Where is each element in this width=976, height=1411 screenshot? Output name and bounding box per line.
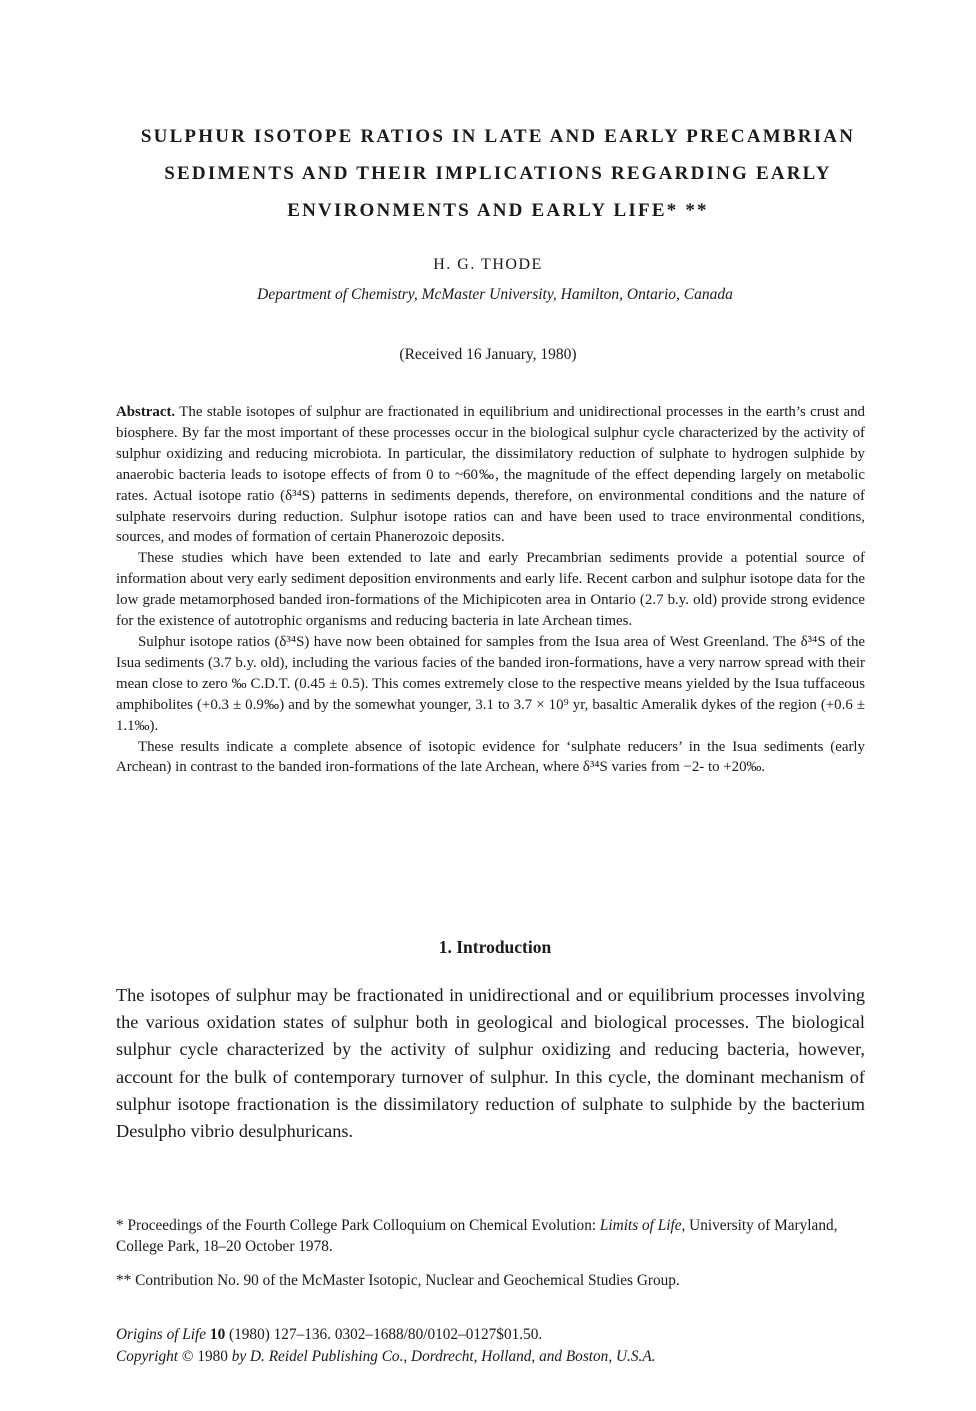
abstract-paragraph-3: Sulphur isotope ratios (δ³⁴S) have now been obtained for samples from the Isua area of West Greenland. The δ³⁴S of the Isua sediments (3.7 b.y. old), including the various facies of the banded iron-formations, have a very narrow spread with their mean close to zero ‰ C.D.T. (0.45 ± 0.5). This comes extremely close to the respective means yielded by the Isua tuffaceous amphibolites (+0.3 ± 0.9‰) and by the somewhat younger, 3.1 to 3.7 × 10⁹ yr, basaltic Ameralik dykes of the region (+0.6 ± 1.1‰).	[116, 633, 865, 734]
journal-volume: 10	[209, 1326, 226, 1343]
publisher: by D. Reidel Publishing Co., Dordrecht, Holland, and Boston, U.S.A.	[231, 1347, 656, 1365]
abstract-label: Abstract.	[116, 404, 176, 420]
journal-citation	[116, 1324, 876, 1367]
abstract-paragraph-4: These results indicate a complete absence of isotopic evidence for ‘sulphate reducers’ in the Isua sediments (early Archean) in contrast to the banded iron-formations of the late Archean, where δ³⁴S varies from −2- to +20‰.	[116, 738, 865, 776]
journal-name: Origins of Life	[116, 1326, 207, 1343]
copyright-year: © 1980	[178, 1347, 232, 1365]
copyright-label: Copyright	[116, 1347, 179, 1365]
author: H. G. THODE	[433, 256, 543, 273]
footnote-1-pre: * Proceedings of the Fourth College Park Colloquium on Chemical Evolution:	[116, 1217, 600, 1234]
footnote-1-post: , University of Maryland, College Park, 18–20 October 1978.	[116, 1217, 838, 1255]
title-line-3: ENVIRONMENTS AND EARLY LIFE* **	[287, 200, 709, 221]
abstract-text-1: The stable isotopes of sulphur are fractionated in equilibrium and unidirectional processes in the earth’s crust and biosphere. By far the most important of these processes occur in the biological sulphur cycle characterized by the activity of sulphur oxidizing and reducing microbiota. In particular, the dissimilatory reduction of sulphate to hydrogen sulphide by anaerobic bacteria leads to isotope effects of from 0 to ~60‰, the magnitude of the effect depending largely on metabolic rates. Actual isotope ratio (δ³⁴S) patterns in sediments depends, therefore, on environmental conditions and the nature of sulphate reservoirs during reduction. Sulphur isotope ratios can and have been used to trace environmental conditions, sources, and modes of formation of certain Phanerozoic deposits.	[116, 404, 865, 546]
footnote-1-italic: Limits of Life	[599, 1217, 682, 1234]
copyright-line	[116, 1346, 876, 1368]
journal-pages: (1980) 127–136. 0302–1688/80/0102–0127$01.50.	[225, 1326, 543, 1343]
footnote-2: ** Contribution No. 90 of the McMaster Isotopic, Nuclear and Geochemical Studies Group.	[116, 1272, 680, 1289]
introduction-text: The isotopes of sulphur may be fractionated in unidirectional and or equilibrium processes involving the various oxidation states of sulphur both in geological and biological processes. The biological sulphur cycle characterized by the activity of sulphur oxidizing and reducing bacteria, however, account for the bulk of contemporary turnover of sulphur. In this cycle, the dominant mechanism of sulphur isotope fractionation is the dissimilatory reduction of sulphate to sulphide by the bacterium Desulpho vibrio desulphuricans.	[116, 985, 865, 1142]
title-line-1: SULPHUR ISOTOPE RATIOS IN LATE AND EARLY PRECAMBRIAN	[140, 126, 856, 147]
paper-title	[100, 118, 896, 229]
title-line-2: SEDIMENTS AND THEIR IMPLICATIONS REGARDING EARLY	[164, 163, 832, 184]
abstract-paragraph-2: These studies which have been extended to late and early Precambrian sediments provide a potential source of information about very early sediment deposition environments and early life. Recent carbon and sulphur isotope data for the low grade metamorphosed banded iron-formations of the Michipicoten area in Ontario (2.7 b.y. old) provide strong evidence for the existence of autotrophic organisms and reducing bacteria in late Archean times.	[116, 550, 865, 630]
section-heading: 1. Introduction	[438, 937, 552, 957]
affiliation: Department of Chemistry, McMaster University, Hamilton, Ontario, Canada	[257, 286, 733, 303]
abstract-paragraph-1	[116, 402, 865, 548]
received-date: (Received 16 January, 1980)	[399, 346, 577, 363]
abstract	[116, 402, 865, 778]
journal-line	[116, 1324, 876, 1346]
footnote-1	[116, 1216, 870, 1257]
